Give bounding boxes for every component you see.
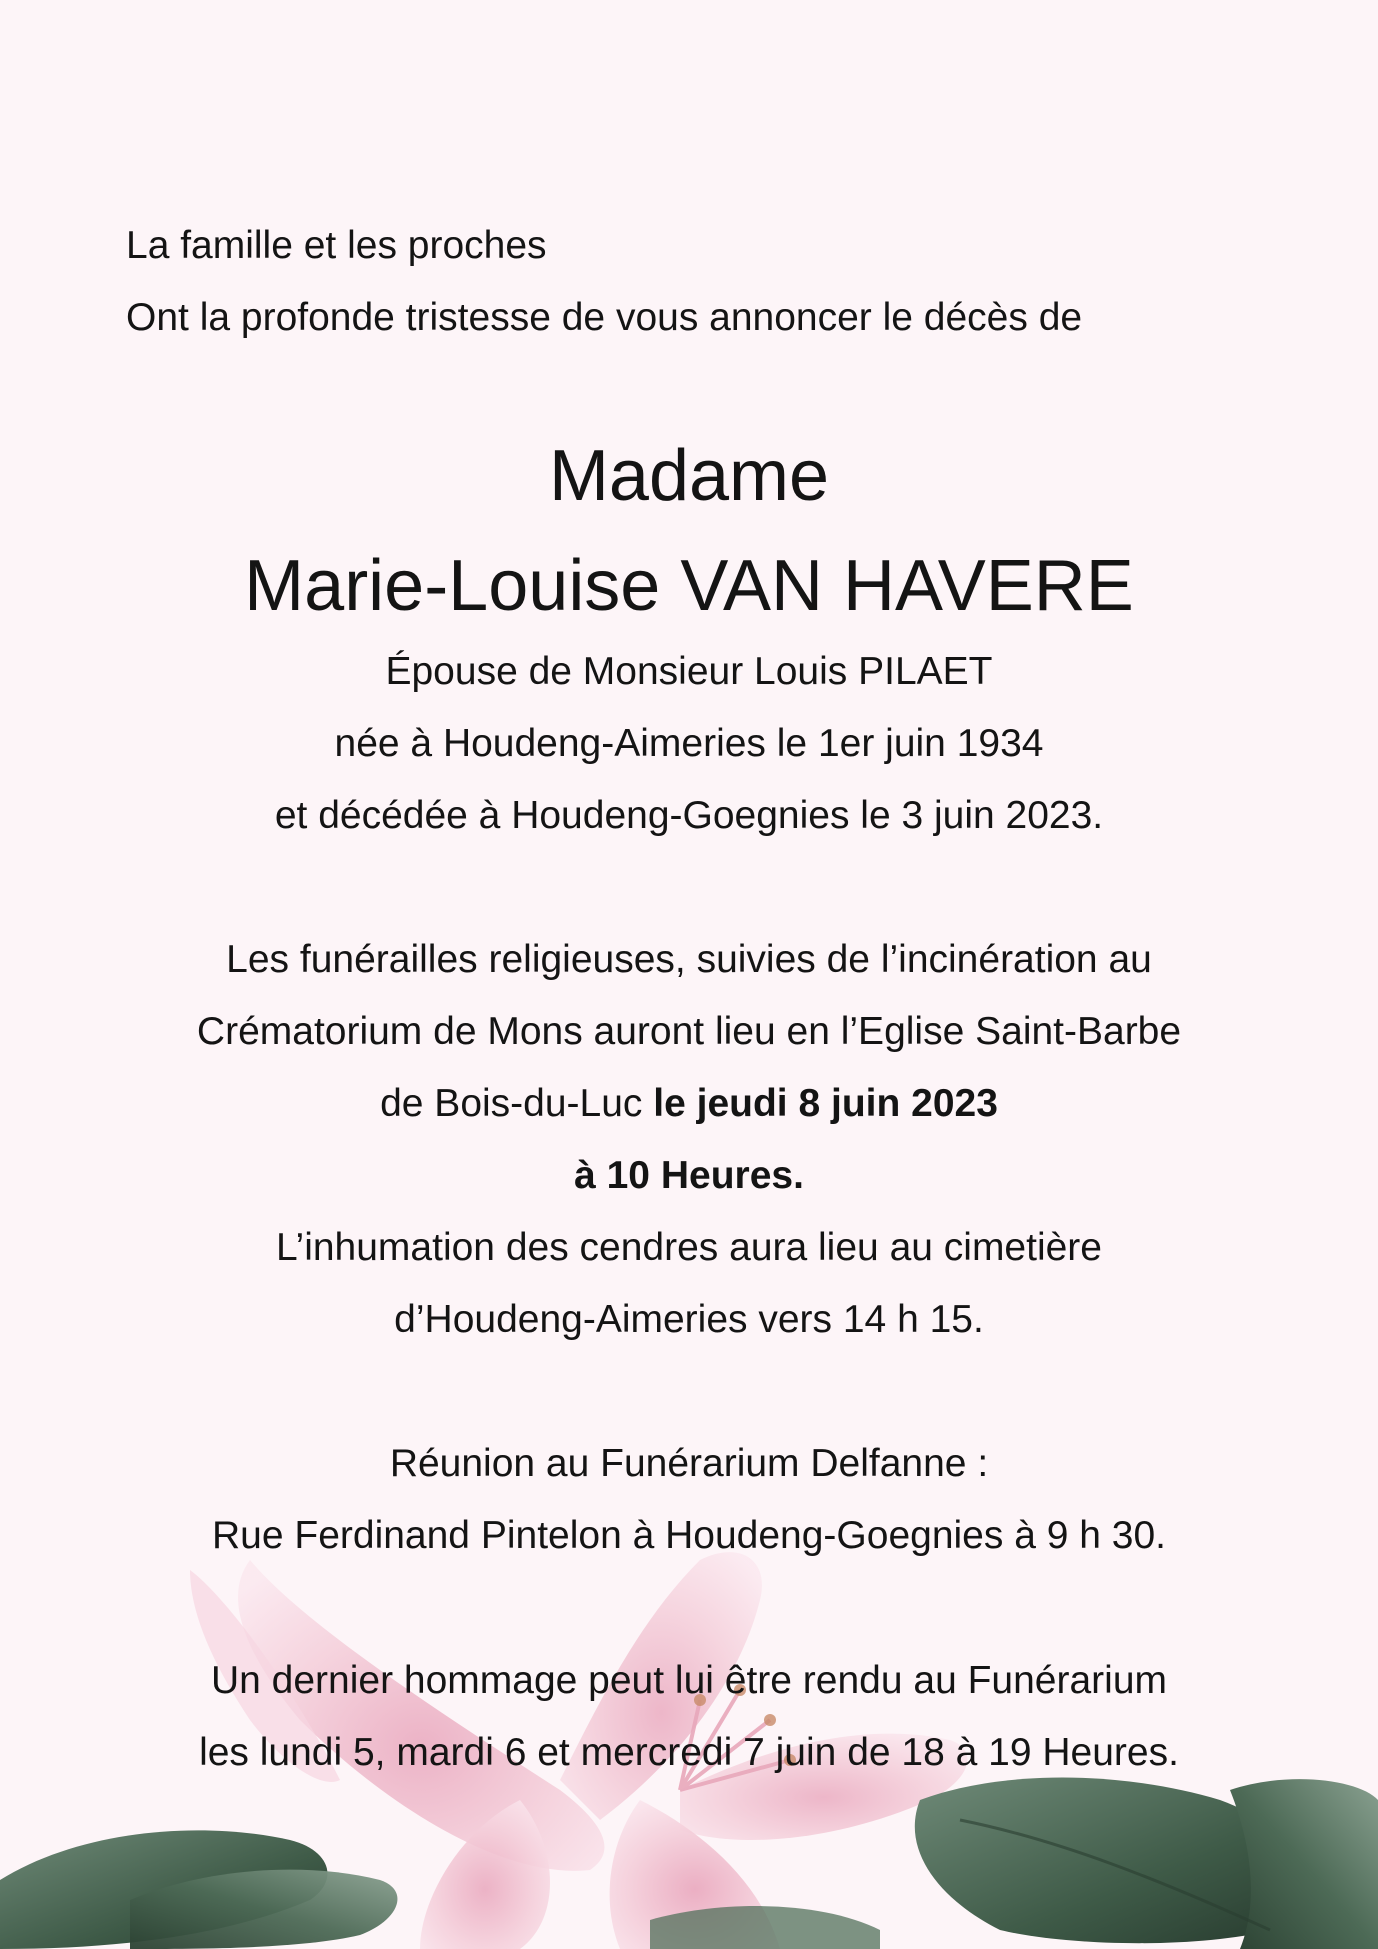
funeral-location: de Bois-du-Luc [380, 1082, 654, 1125]
burial-line-2: d’Houdeng-Aimeries vers 14 h 15. [394, 1298, 984, 1341]
funeral-line-3 [0, 1068, 1378, 1140]
tribute-line-2: les lundi 5, mardi 6 et mercredi 7 juin de 18 à 19 Heures. [199, 1731, 1179, 1774]
tribute-line-1: Un dernier hommage peut lui être rendu au Funérarium [210, 1659, 1167, 1702]
funeral-line-2: Crématorium de Mons auront lieu en l’Eglise Saint-Barbe [196, 1010, 1182, 1053]
meeting-line-1: Réunion au Funérarium Delfanne : [389, 1442, 989, 1485]
funeral-date: le jeudi 8 juin 2023 [653, 1082, 998, 1125]
birth-line: née à Houdeng-Aimeries le 1er juin 1934 [334, 722, 1044, 765]
intro-block [126, 210, 1082, 354]
death-line: et décédée à Houdeng-Goegnies le 3 juin 2023. [274, 794, 1104, 837]
intro-line-family: La famille et les proches [126, 224, 547, 267]
funeral-time: à 10 Heures. [574, 1154, 804, 1197]
intro-line-announcement: Ont la profonde tristesse de vous annoncer le décès de [126, 296, 1083, 339]
deceased-name: Marie-Louise VAN HAVERE [244, 546, 1134, 626]
meeting-line-2: Rue Ferdinand Pintelon à Houdeng-Goegnies à 9 h 30. [212, 1514, 1166, 1557]
burial-line-1: L’inhumation des cendres aura lieu au cimetière [276, 1226, 1102, 1269]
spouse-line: Épouse de Monsieur Louis PILAET [385, 650, 993, 693]
deceased-title: Madame [548, 436, 830, 516]
funeral-line-1: Les funérailles religieuses, suivies de l’incinération au [226, 938, 1152, 981]
